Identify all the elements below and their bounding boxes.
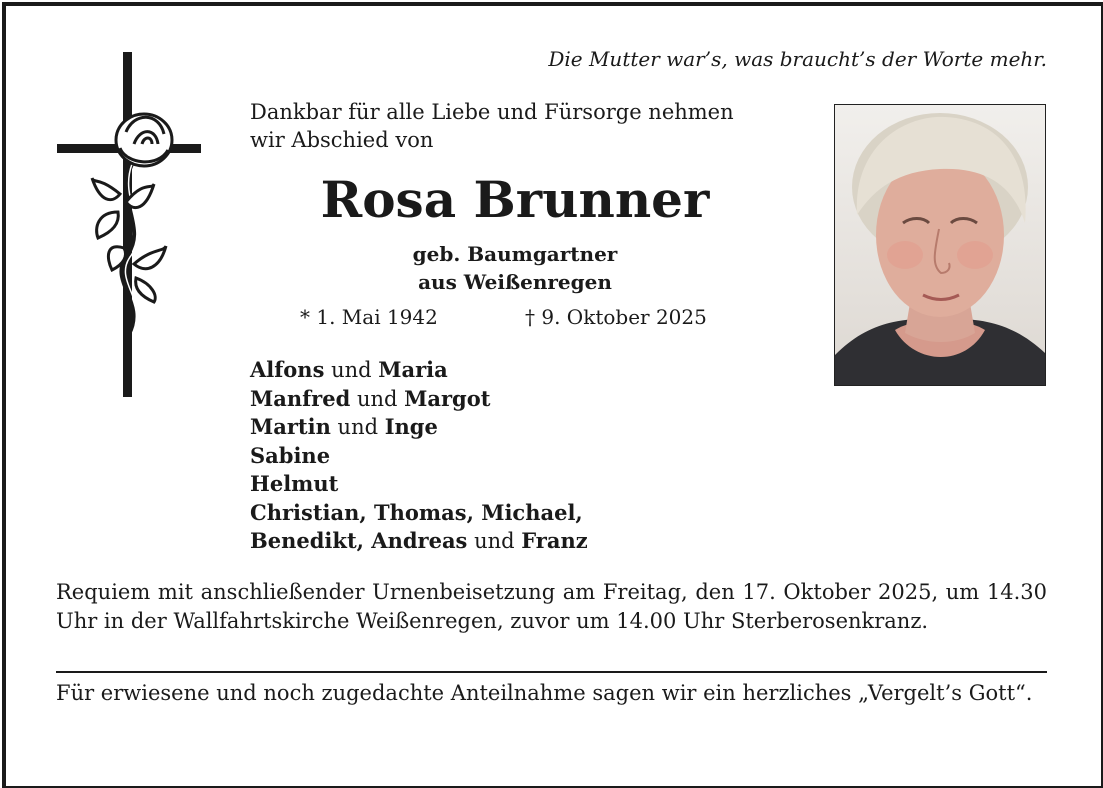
intro-line-2: wir Abschied von [250,128,434,152]
death-date: † 9. Oktober 2025 [525,305,707,329]
maiden-name: geb. Baumgartner [412,242,618,266]
portrait-image [835,105,1045,385]
motto-quote: Die Mutter war’s, was braucht’s der Worte mehr. [548,47,1047,71]
divider [56,671,1047,673]
thanks-text: Für erwiesene und noch zugedachte Anteilnahme sagen wir ein herzliches „Vergelt’s Gott“. [56,681,1033,705]
cross-with-rose-icon [54,52,204,397]
intro-line-1: Dankbar für alle Liebe und Fürsorge nehmen [250,100,734,124]
portrait-photo [834,104,1046,386]
family-line: Alfons und Maria [250,357,448,382]
family-line: Martin und Inge [250,414,438,439]
deceased-details [250,240,780,296]
family-line: Manfred und Margot [250,385,491,411]
family-list [250,356,588,556]
family-line: Helmut [250,471,339,496]
origin: aus Weißenregen [418,270,612,294]
requiem-info: Requiem mit anschließender Urnenbeisetzung am Freitag, den 17. Oktober 2025, um 14.30 Uhr in der Wallfahrtskirche Weißenregen, zuvor um 14.00 Uhr Sterberosenkranz. [56,580,1047,633]
family-line: Christian, Thomas, Michael, [250,499,583,525]
birth-date: * 1. Mai 1942 [300,305,438,329]
deceased-name: Rosa Brunner [320,170,710,229]
family-line: Benedikt, Andreas und Franz [250,528,588,553]
family-line: Sabine [250,442,331,468]
intro-text [250,98,734,154]
